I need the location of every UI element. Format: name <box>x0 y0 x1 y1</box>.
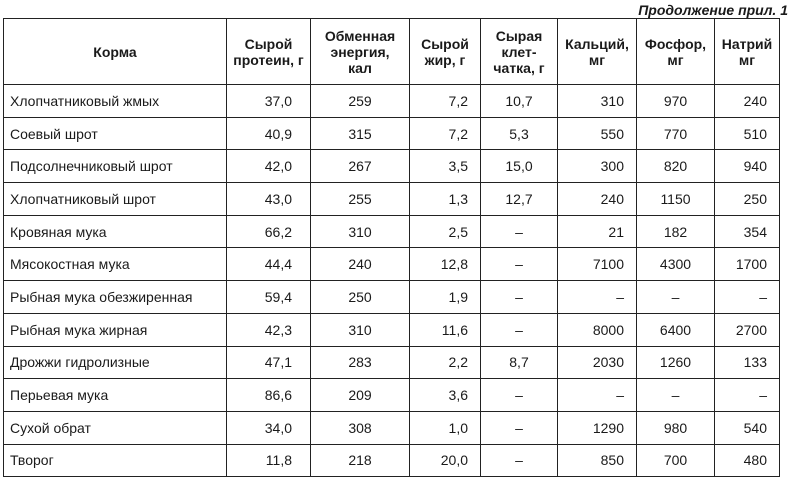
value-cell: 2030 <box>558 346 637 379</box>
feed-name-cell: Мясокостная мука <box>4 248 227 281</box>
value-cell: – <box>481 313 558 346</box>
value-cell: 15,0 <box>481 150 558 183</box>
value-cell: 12,7 <box>481 183 558 216</box>
value-cell: 970 <box>637 85 715 118</box>
value-cell: 310 <box>558 85 637 118</box>
feed-name-cell: Хлопчатниковый шрот <box>4 183 227 216</box>
value-cell: – <box>637 379 715 412</box>
column-header-2: Обменная энергия, кал <box>311 19 410 85</box>
table-row <box>4 150 780 183</box>
value-cell: 259 <box>311 85 410 118</box>
value-cell: – <box>715 379 780 412</box>
value-cell: 940 <box>715 150 780 183</box>
feed-name-cell: Сухой обрат <box>4 411 227 444</box>
value-cell: 255 <box>311 183 410 216</box>
table-row <box>4 85 780 118</box>
value-cell: 480 <box>715 444 780 477</box>
value-cell: 11,8 <box>227 444 311 477</box>
value-cell: 310 <box>311 313 410 346</box>
value-cell: 42,3 <box>227 313 311 346</box>
value-cell: 47,1 <box>227 346 311 379</box>
table-row <box>4 117 780 150</box>
value-cell: – <box>481 379 558 412</box>
value-cell: 11,6 <box>410 313 481 346</box>
value-cell: – <box>481 281 558 314</box>
value-cell: 10,7 <box>481 85 558 118</box>
value-cell: 182 <box>637 215 715 248</box>
value-cell: 1,3 <box>410 183 481 216</box>
value-cell: – <box>481 248 558 281</box>
value-cell: 250 <box>715 183 780 216</box>
table-row <box>4 215 780 248</box>
table-row <box>4 411 780 444</box>
value-cell: 240 <box>558 183 637 216</box>
value-cell: 267 <box>311 150 410 183</box>
table-row <box>4 379 780 412</box>
value-cell: – <box>715 281 780 314</box>
value-cell: 1700 <box>715 248 780 281</box>
value-cell: 86,6 <box>227 379 311 412</box>
value-cell: 510 <box>715 117 780 150</box>
feed-name-cell: Хлопчатниковый жмых <box>4 85 227 118</box>
column-header-0: Корма <box>4 19 227 85</box>
value-cell: 218 <box>311 444 410 477</box>
value-cell: 850 <box>558 444 637 477</box>
table-caption: Продолжение прил. 1 <box>638 2 788 18</box>
value-cell: – <box>481 444 558 477</box>
value-cell: 2700 <box>715 313 780 346</box>
value-cell: 8000 <box>558 313 637 346</box>
value-cell: 8,7 <box>481 346 558 379</box>
value-cell: 37,0 <box>227 85 311 118</box>
value-cell: 770 <box>637 117 715 150</box>
column-header-3: Сырой жир, г <box>410 19 481 85</box>
value-cell: 6400 <box>637 313 715 346</box>
column-header-5: Кальций, мг <box>558 19 637 85</box>
value-cell: 59,4 <box>227 281 311 314</box>
feed-name-cell: Подсолнечниковый шрот <box>4 150 227 183</box>
column-header-1: Сырой протеин, г <box>227 19 311 85</box>
value-cell: – <box>481 215 558 248</box>
feed-name-cell: Творог <box>4 444 227 477</box>
value-cell: 1290 <box>558 411 637 444</box>
feed-name-cell: Кровяная мука <box>4 215 227 248</box>
value-cell: 283 <box>311 346 410 379</box>
value-cell: 1150 <box>637 183 715 216</box>
value-cell: 34,0 <box>227 411 311 444</box>
value-cell: 66,2 <box>227 215 311 248</box>
value-cell: 7,2 <box>410 85 481 118</box>
column-header-4: Сырая клет-чатка, г <box>481 19 558 85</box>
value-cell: 250 <box>311 281 410 314</box>
value-cell: 42,0 <box>227 150 311 183</box>
value-cell: 40,9 <box>227 117 311 150</box>
value-cell: 4300 <box>637 248 715 281</box>
feed-name-cell: Соевый шрот <box>4 117 227 150</box>
table-row <box>4 313 780 346</box>
value-cell: 2,5 <box>410 215 481 248</box>
value-cell: 980 <box>637 411 715 444</box>
feed-name-cell: Рыбная мука обезжиренная <box>4 281 227 314</box>
value-cell: 44,4 <box>227 248 311 281</box>
value-cell: 3,5 <box>410 150 481 183</box>
value-cell: 315 <box>311 117 410 150</box>
value-cell: 1260 <box>637 346 715 379</box>
table-row <box>4 346 780 379</box>
value-cell: 3,6 <box>410 379 481 412</box>
value-cell: 550 <box>558 117 637 150</box>
value-cell: 5,3 <box>481 117 558 150</box>
value-cell: 7100 <box>558 248 637 281</box>
value-cell: 820 <box>637 150 715 183</box>
value-cell: – <box>558 379 637 412</box>
column-header-6: Фосфор, мг <box>637 19 715 85</box>
feed-name-cell: Дрожжи гидролизные <box>4 346 227 379</box>
feed-name-cell: Рыбная мука жирная <box>4 313 227 346</box>
value-cell: 2,2 <box>410 346 481 379</box>
table-body <box>4 85 780 477</box>
value-cell: 7,2 <box>410 117 481 150</box>
column-header-7: Натрий мг <box>715 19 780 85</box>
value-cell: 1,9 <box>410 281 481 314</box>
value-cell: 308 <box>311 411 410 444</box>
value-cell: 240 <box>311 248 410 281</box>
feed-name-cell: Перьевая мука <box>4 379 227 412</box>
feed-composition-table <box>3 18 780 477</box>
value-cell: 240 <box>715 85 780 118</box>
table-row <box>4 248 780 281</box>
value-cell: 1,0 <box>410 411 481 444</box>
value-cell: 354 <box>715 215 780 248</box>
value-cell: 209 <box>311 379 410 412</box>
value-cell: – <box>481 411 558 444</box>
value-cell: 43,0 <box>227 183 311 216</box>
value-cell: 700 <box>637 444 715 477</box>
value-cell: 12,8 <box>410 248 481 281</box>
value-cell: 21 <box>558 215 637 248</box>
value-cell: 300 <box>558 150 637 183</box>
table-row <box>4 444 780 477</box>
table-row <box>4 281 780 314</box>
table-row <box>4 183 780 216</box>
value-cell: – <box>637 281 715 314</box>
value-cell: 133 <box>715 346 780 379</box>
value-cell: 20,0 <box>410 444 481 477</box>
header-row <box>4 19 780 85</box>
value-cell: 310 <box>311 215 410 248</box>
value-cell: 540 <box>715 411 780 444</box>
value-cell: – <box>558 281 637 314</box>
